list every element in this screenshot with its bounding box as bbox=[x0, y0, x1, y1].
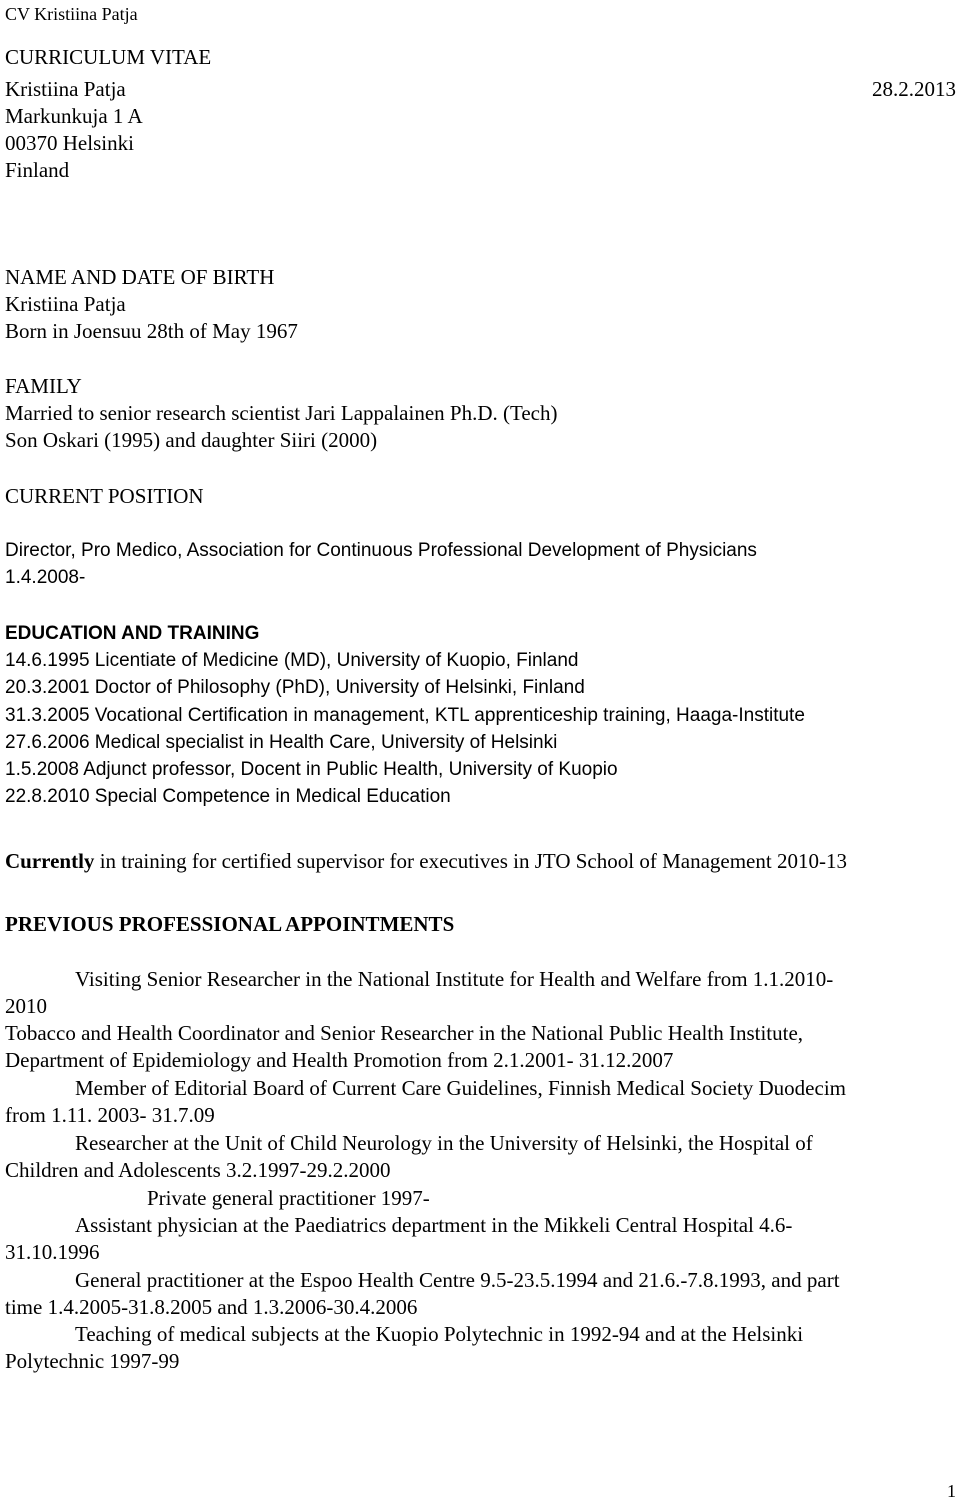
appointment-line: Department of Epidemiology and Health Promotion from 2.1.2001- 31.12.2007 bbox=[5, 1048, 674, 1072]
family-heading: FAMILY bbox=[5, 374, 82, 398]
current-position-line: Director, Pro Medico, Association for Continuous Professional Development of Physicians bbox=[5, 540, 757, 561]
currently-label: Currently bbox=[5, 849, 95, 873]
education-line: 27.6.2006 Medical specialist in Health Care, University of Helsinki bbox=[5, 732, 558, 753]
appointment-line: 31.10.1996 bbox=[5, 1240, 100, 1264]
address-country: Finland bbox=[5, 158, 70, 182]
education-heading: EDUCATION AND TRAINING bbox=[5, 623, 260, 644]
appointment-line: Visiting Senior Researcher in the National Institute for Health and Welfare from 1.1.2010- bbox=[75, 967, 834, 991]
running-header: CV Kristiina Patja bbox=[5, 4, 138, 24]
name-line: Kristiina Patja bbox=[5, 292, 126, 316]
appointment-line: Private general practitioner 1997- bbox=[147, 1186, 430, 1210]
current-position-start: 1.4.2008- bbox=[5, 567, 86, 588]
education-line: 14.6.1995 Licentiate of Medicine (MD), University of Kuopio, Finland bbox=[5, 650, 579, 671]
currently-line bbox=[5, 848, 847, 874]
appointment-line: from 1.11. 2003- 31.7.09 bbox=[5, 1103, 215, 1127]
appointment-line: Tobacco and Health Coordinator and Senior Researcher in the National Public Health Institute, bbox=[5, 1021, 804, 1045]
address-city: 00370 Helsinki bbox=[5, 131, 134, 155]
address-name: Kristiina Patja bbox=[5, 77, 126, 101]
document-date: 28.2.2013 bbox=[872, 77, 956, 101]
currently-text: in training for certified supervisor for executives in JTO School of Management 2010-13 bbox=[94, 849, 847, 873]
appointment-line: General practitioner at the Espoo Health Centre 9.5-23.5.1994 and 21.6.-7.8.1993, and part bbox=[75, 1268, 840, 1292]
education-line: 1.5.2008 Adjunct professor, Docent in Public Health, University of Kuopio bbox=[5, 759, 618, 780]
previous-appointments-heading: PREVIOUS PROFESSIONAL APPOINTMENTS bbox=[5, 912, 455, 936]
appointment-line: 2010 bbox=[5, 994, 47, 1018]
education-line: 20.3.2001 Doctor of Philosophy (PhD), University of Helsinki, Finland bbox=[5, 677, 585, 698]
appointment-line: Researcher at the Unit of Child Neurology in the University of Helsinki, the Hospital of bbox=[75, 1131, 813, 1155]
appointment-line: Teaching of medical subjects at the Kuopio Polytechnic in 1992-94 and at the Helsinki bbox=[75, 1322, 804, 1346]
appointment-line: Assistant physician at the Paediatrics department in the Mikkeli Central Hospital 4.6- bbox=[75, 1213, 793, 1237]
appointment-line: Member of Editorial Board of Current Care Guidelines, Finnish Medical Society Duodecim bbox=[75, 1076, 846, 1100]
birth-line: Born in Joensuu 28th of May 1967 bbox=[5, 319, 298, 343]
education-line: 31.3.2005 Vocational Certification in management, KTL apprenticeship training, Haaga-Institute bbox=[5, 705, 805, 726]
current-position-heading: CURRENT POSITION bbox=[5, 484, 204, 508]
family-line: Married to senior research scientist Jari Lappalainen Ph.D. (Tech) bbox=[5, 401, 558, 425]
education-line: 22.8.2010 Special Competence in Medical Education bbox=[5, 786, 451, 807]
page-number: 1 bbox=[947, 1481, 956, 1501]
appointment-line: time 1.4.2005-31.8.2005 and 1.3.2006-30.4.2006 bbox=[5, 1295, 418, 1319]
address-street: Markunkuja 1 A bbox=[5, 104, 143, 128]
name-birth-heading: NAME AND DATE OF BIRTH bbox=[5, 265, 275, 289]
family-line: Son Oskari (1995) and daughter Siiri (2000) bbox=[5, 428, 378, 452]
document-title: CURRICULUM VITAE bbox=[5, 45, 212, 69]
appointment-line: Children and Adolescents 3.2.1997-29.2.2000 bbox=[5, 1158, 391, 1182]
appointment-line: Polytechnic 1997-99 bbox=[5, 1349, 180, 1373]
